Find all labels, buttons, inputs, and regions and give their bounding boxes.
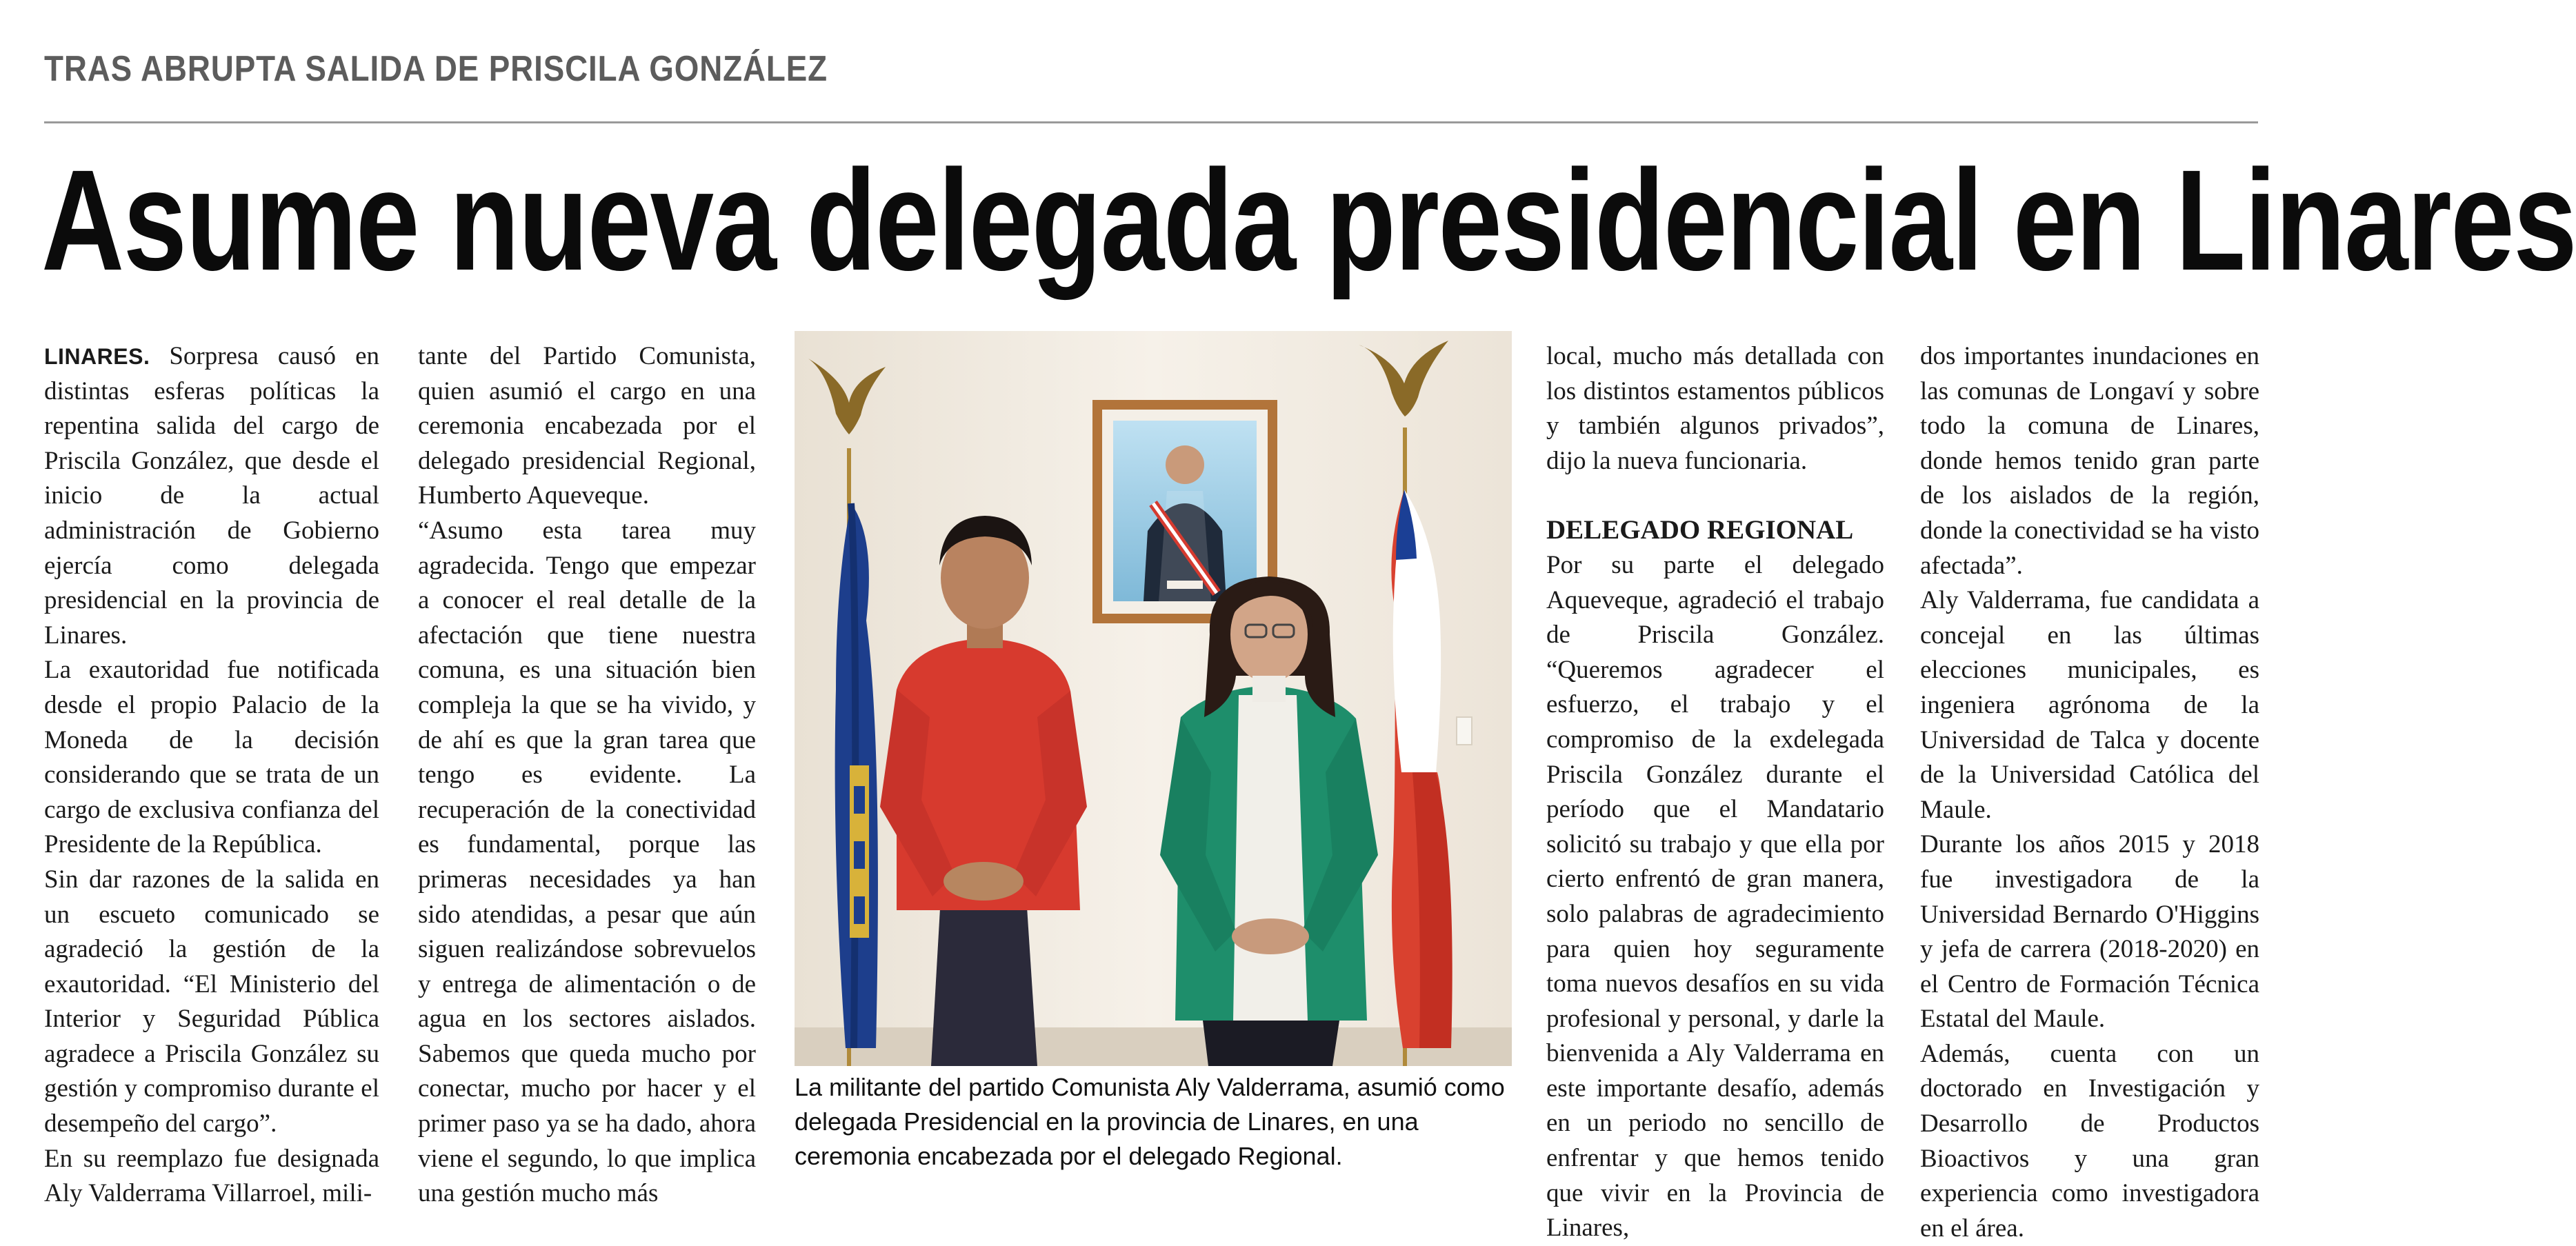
paragraph: La exautoridad fue notificada desde el propio Palacio de la Moneda de la decisión considerando que se trata de un cargo de exclusiva confianza del Presidente de la República. — [44, 656, 379, 859]
paragraph: Sin dar razones de la salida en un escueto comunicado se agradeció la gestión de la exautoridad. “El Ministerio del Interior y Seguridad Pública agradece a Priscila González su gestión y compromiso durante el desempeño del cargo”. — [44, 865, 379, 1138]
paragraph — [44, 339, 379, 653]
article-column-4 — [1546, 339, 1884, 1246]
article-kicker: TRAS ABRUPTA SALIDA DE PRISCILA GONZÁLEZ — [44, 49, 828, 89]
article-column-5 — [1920, 339, 2259, 1246]
article-column-2 — [418, 339, 756, 1212]
paragraph: “Asumo esta tarea muy agradecida. Tengo que empezar a conocer el real detalle de la afectación que tiene nuestra comuna, es una situación bien compleja la que se ha vivido, y de ahí es que la gran tarea que tengo es evidente. La recuperación de la conectividad es fundamental, porque las primeras necesidades ya han sido atendidas, a pesar que aún siguen realizándose sobrevuelos y entrega de alimentación o de agua en los sectores aislados. Sabemos que queda mucho por conectar, mucho por hacer y el primer paso ya se ha dado, ahora viene el segundo, lo que implica una gestión mucho más — [418, 516, 756, 1208]
paragraph: Además, cuenta con un doctorado en Investigación y Desarrollo de Productos Bioactivos y una gran experiencia como investigadora en el área. — [1920, 1039, 2259, 1243]
paragraph: tante del Partido Comunista, quien asumió el cargo en una ceremonia encabezada por el delegado presidencial Regional, Humberto Aqueveque. — [418, 342, 756, 510]
article-column-1 — [44, 339, 379, 1212]
section-subheading: DELEGADO REGIONAL — [1546, 515, 1854, 545]
paragraph: Durante los años 2015 y 2018 fue investigadora de la Universidad Bernardo O'Higgins y jefa de carrera (2018-2020) en el Centro de Formación Técnica Estatal del Maule. — [1920, 830, 2259, 1034]
photo-caption: La militante del partido Comunista Aly Valderrama, asumió como delegada Presidencial en la provincia de Linares, en una ceremonia encabezada por el delegado Regional. — [795, 1073, 1505, 1170]
article-headline: Asume nueva delegada presidencial en Linares — [41, 141, 2576, 301]
dateline: LINARES. — [44, 344, 150, 369]
paragraph: En su reemplazo fue designada Aly Valderrama Villarroel, mili- — [44, 1144, 379, 1208]
paragraph: local, mucho más detallada con los distintos estamentos públicos y también algunos privados”, dijo la nueva funcionaria. — [1546, 342, 1884, 475]
article-photo — [795, 331, 1512, 1066]
paragraph-text: Sorpresa causó en distintas esferas políticas la repentina salida del cargo de Priscila González, que desde el inicio de la actual administración de Gobierno ejercía como delegada presidencial en la provincia de Linares. — [44, 342, 379, 650]
paragraph: Por su parte el delegado Aqueveque, agradeció el trabajo de Priscila González. “Queremos agradecer el esfuerzo, el trabajo y el compromiso de la exdelegada Priscila González durante el período que el Mandatario solicitó su trabajo y que ella por cierto enfrentó de gran manera, solo palabras de agradecimiento para quien hoy seguramente toma nuevos desafíos en su vida profesional y personal, y darle la bienvenida a Aly Valderrama en este importante desafío, además en un periodo no sencillo de enfrentar y que hemos tenido que vivir en la Provincia de Linares, — [1546, 550, 1884, 1243]
paragraph: Aly Valderrama, fue candidata a concejal en las últimas elecciones municipales, es ingeniera agrónoma de la Universidad de Talca y docente de la Universidad Católica del Maule. — [1920, 586, 2259, 824]
paragraph: dos importantes inundaciones en las comunas de Longaví y sobre todo la comuna de Linares, donde hemos tenido gran parte de los aislados de la región, donde la conectividad se ha visto afectada”. — [1920, 342, 2259, 580]
header-divider — [44, 121, 2258, 123]
